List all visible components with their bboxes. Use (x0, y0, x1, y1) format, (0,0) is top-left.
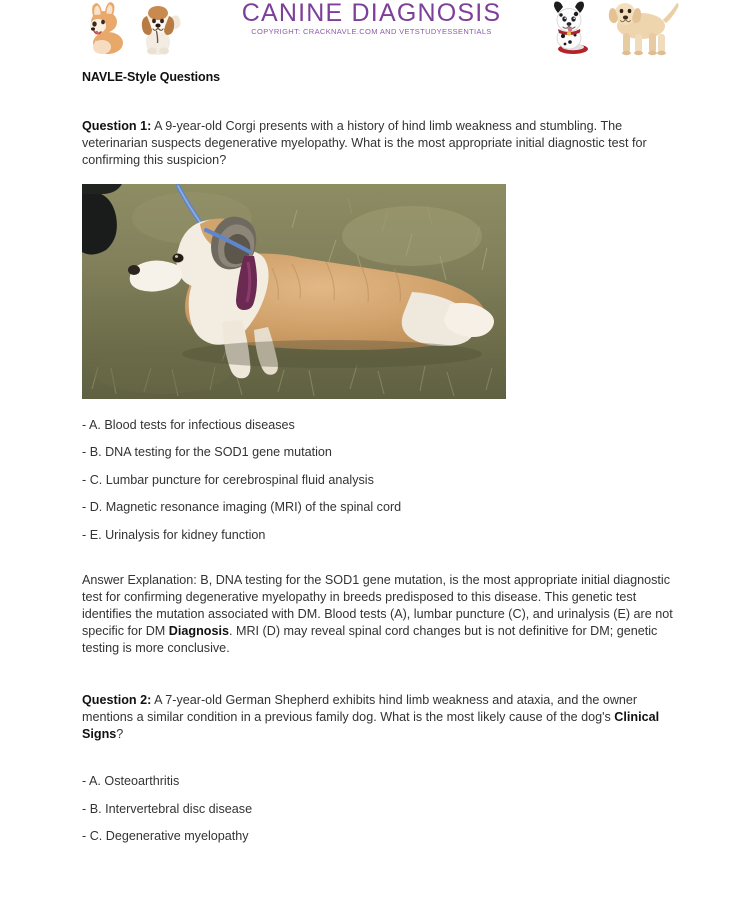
question-2-body-part-1: A 7-year-old German Shepherd exhibits hind limb weakness and ataxia, and the owner mentions a similar condition in a previous family dog. What is the most likely cause of the dog's (82, 692, 638, 724)
option-b[interactable]: - B. DNA testing for the SOD1 gene mutation (82, 445, 332, 460)
option-d[interactable]: - D. Magnetic resonance imaging (MRI) of the spinal cord (82, 500, 402, 515)
question-1-explanation (82, 572, 682, 658)
question-1-text (82, 118, 672, 170)
question-2-options (82, 773, 685, 845)
document-body (0, 70, 743, 845)
corgi-photo (82, 184, 506, 399)
corgi-beagle-illustration (82, 0, 192, 56)
question-2-body-part-2: ? (116, 727, 124, 742)
page-title: NAVLE-Style Questions (82, 70, 220, 84)
dalmatian-labrador-illustration (543, 0, 688, 56)
question-2-label: Question 2: (82, 692, 152, 707)
option-e[interactable]: - E. Urinalysis for kidney function (82, 527, 266, 542)
page-header (0, 0, 743, 58)
explanation-text-part-1: Answer Explanation: B, DNA testing for the SOD1 gene mutation, is the most appropriate initial diagnostic test for confirming degenerative myelopathy in breeds predisposed to this disease. This genetic test identifies the mutation associated with DM. Blood tests (A), lumbar puncture (C), and urinalysis (E) are not specific for DM (82, 572, 673, 639)
option-b[interactable]: - B. Intervertebral disc disease (82, 801, 253, 816)
question-1-label: Question 1: (82, 119, 152, 133)
question-2-text (82, 692, 672, 744)
question-1-body: A 9-year-old Corgi presents with a history of hind limb weakness and stumbling. The veterinarian suspects degenerative myelopathy. What is the most appropriate initial diagnostic test for confirming this suspicion? (82, 119, 647, 168)
option-c[interactable]: - C. Degenerative myelopathy (82, 829, 249, 844)
option-a[interactable]: - A. Osteoarthritis (82, 774, 180, 789)
explanation-bold-term: Diagnosis (168, 624, 229, 639)
option-c[interactable]: - C. Lumbar puncture for cerebrospinal fluid analysis (82, 472, 374, 487)
question-1-options (82, 417, 685, 544)
question-2-bold-term: Clinical Signs (82, 709, 660, 742)
brand-copyright: COPYRIGHT: CRACKNAVLE.COM AND VETSTUDYESSENTIALS (251, 27, 492, 36)
option-a[interactable]: - A. Blood tests for infectious diseases (82, 417, 295, 432)
explanation-text-part-2: . MRI (D) may reveal spinal cord changes but is not definitive for DM; genetic testing is more conclusive. (82, 624, 658, 656)
question-1-block (82, 118, 685, 658)
brand-title: CANINE DIAGNOSIS (241, 0, 502, 27)
question-2-block (82, 692, 685, 846)
